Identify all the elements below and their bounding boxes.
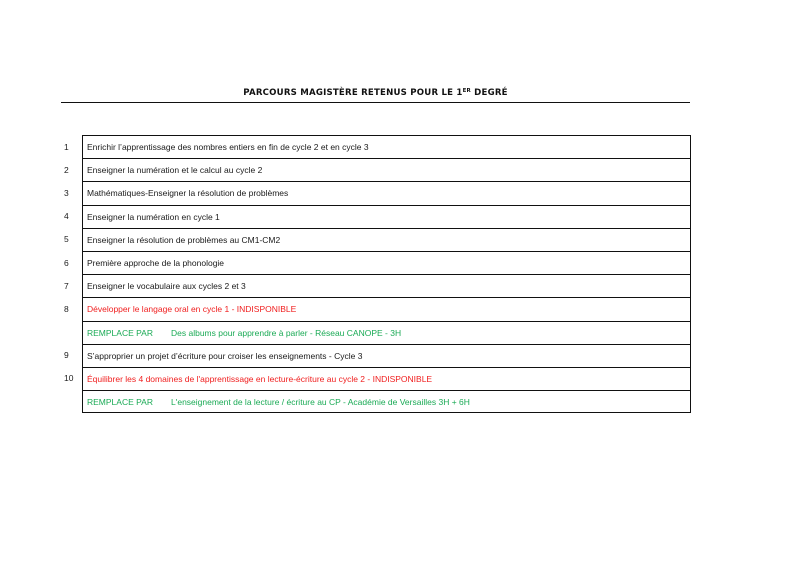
row-number: 9 [64, 350, 69, 361]
course-title: L'enseignement de la lecture / écriture au CP - Académie de Versailles 3H + 6H [171, 396, 470, 407]
course-title: Enseigner la résolution de problèmes au CM1-CM2 [87, 234, 281, 245]
course-cell-unavailable [82, 297, 691, 320]
course-cell-replacement [82, 321, 691, 344]
course-cell [82, 205, 691, 228]
course-title: Développer le langage oral en cycle 1 - INDISPONIBLE [87, 304, 297, 315]
row-number: 5 [64, 234, 69, 245]
table-row-replacement [61, 321, 691, 344]
table-row [61, 205, 691, 228]
document-title [61, 88, 690, 98]
row-number: 10 [64, 373, 74, 384]
row-number: 8 [64, 303, 69, 314]
table-row-replacement [61, 390, 691, 413]
course-cell [82, 274, 691, 297]
row-number: 7 [64, 280, 69, 291]
course-title: Mathématiques-Enseigner la résolution de problèmes [87, 188, 289, 199]
table-row [61, 181, 691, 204]
course-title: Enseigner la numération en cycle 1 [87, 211, 220, 222]
table-row [61, 344, 691, 367]
course-cell [82, 135, 691, 158]
document-title-superscript: ER [462, 88, 471, 94]
row-number: 2 [64, 164, 69, 175]
course-title: Équilibrer les 4 domaines de l'apprentissage en lecture-écriture au cycle 2 - INDISPONIBLE [87, 373, 433, 384]
table-row [61, 158, 691, 181]
row-number: 4 [64, 211, 69, 222]
course-cell-replacement [82, 390, 691, 413]
table-row [61, 135, 691, 158]
document-title-text: PARCOURS MAGISTÈRE RETENUS POUR LE 1 [243, 88, 463, 98]
courses-table [61, 135, 691, 413]
course-title: Enseigner la numération et le calcul au cycle 2 [87, 165, 263, 176]
document-title-suffix: DEGRÉ [470, 88, 508, 98]
course-cell [82, 251, 691, 274]
course-title: Des albums pour apprendre à parler - Réseau CANOPE - 3H [171, 327, 402, 338]
course-title: Enrichir l’apprentissage des nombres entiers en fin de cycle 2 et en cycle 3 [87, 142, 369, 153]
table-row [61, 297, 691, 320]
row-number: 6 [64, 257, 69, 268]
table-row [61, 228, 691, 251]
replacement-label: REMPLACE PAR [87, 327, 153, 338]
course-title: S’approprier un projet d’écriture pour croiser les enseignements - Cycle 3 [87, 350, 363, 361]
course-cell [82, 344, 691, 367]
course-title: Première approche de la phonologie [87, 258, 225, 269]
title-underline [61, 102, 690, 103]
row-number: 3 [64, 187, 69, 198]
replacement-label: REMPLACE PAR [87, 396, 153, 407]
course-cell-unavailable [82, 367, 691, 390]
course-cell [82, 228, 691, 251]
course-cell [82, 158, 691, 181]
table-row [61, 274, 691, 297]
course-cell [82, 181, 691, 204]
table-row [61, 251, 691, 274]
table-row [61, 367, 691, 390]
row-number: 1 [64, 141, 69, 152]
course-title: Enseigner le vocabulaire aux cycles 2 et 3 [87, 281, 246, 292]
